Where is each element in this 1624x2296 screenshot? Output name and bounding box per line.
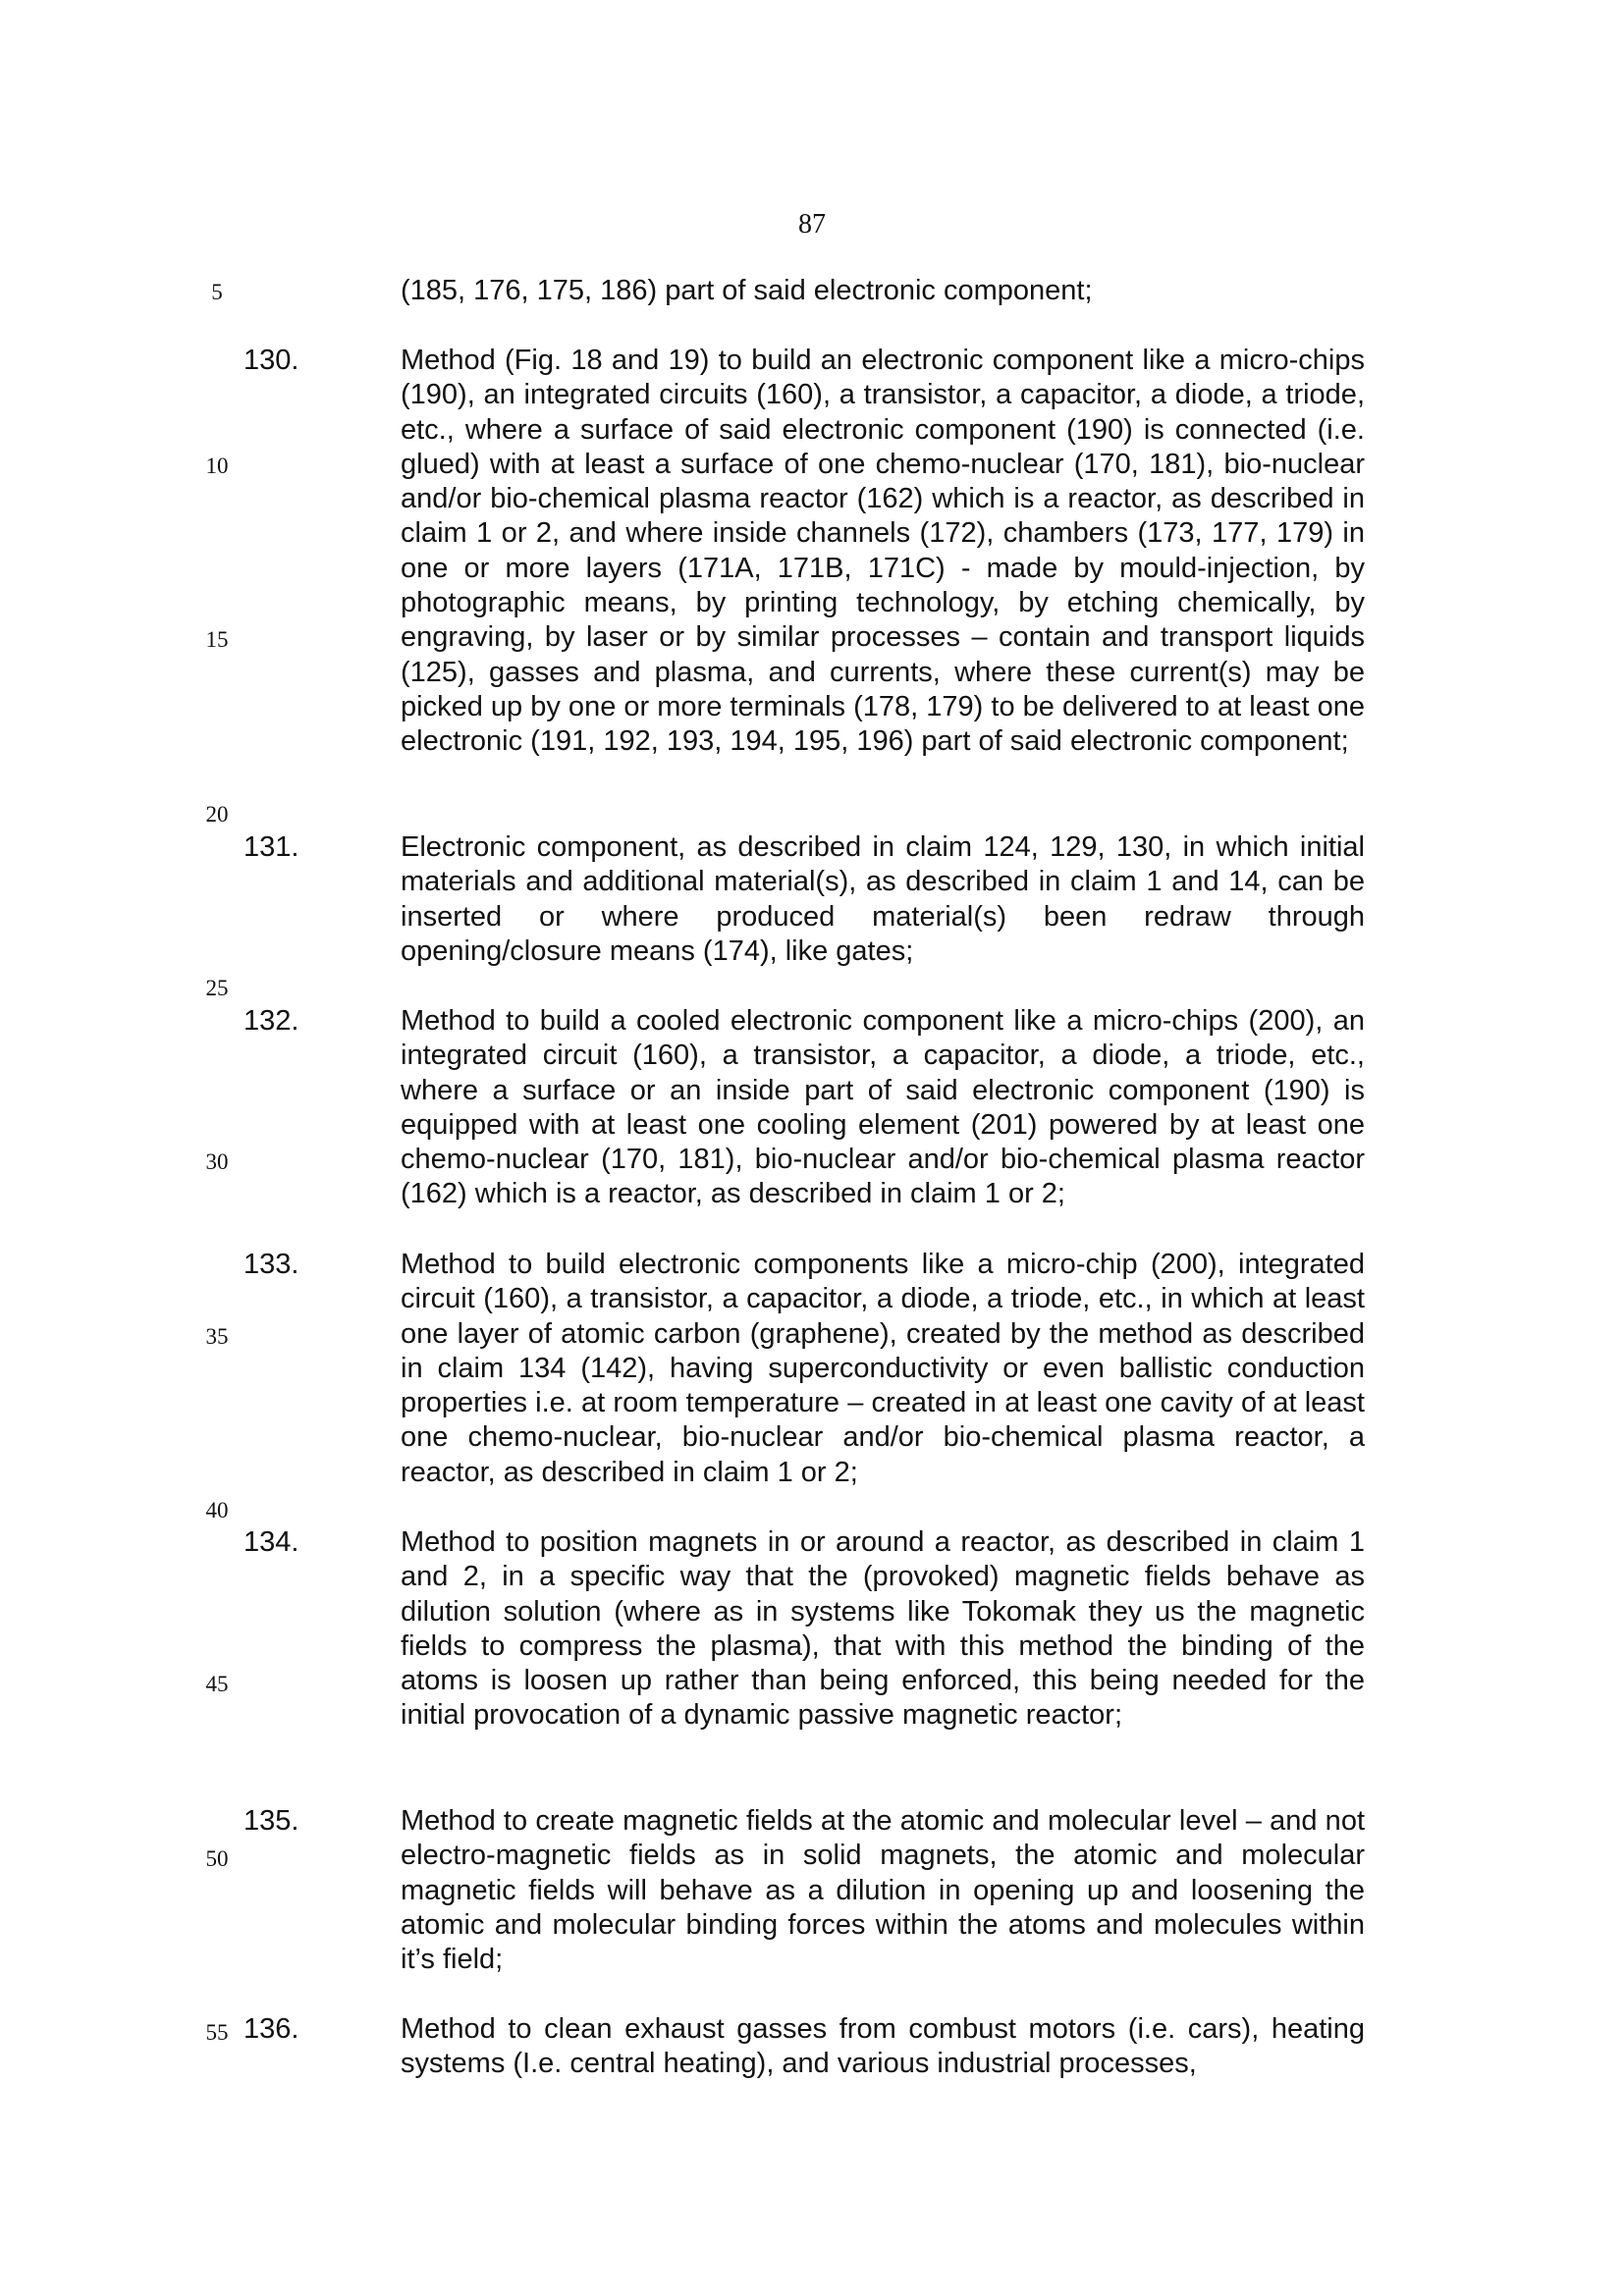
- claim-number: 136.: [244, 2013, 299, 2045]
- claim-130: [244, 344, 1365, 760]
- claim-number: 130.: [244, 345, 299, 376]
- claim-text: Method to position magnets in or around a reactor, as described in claim 1 and 2, in a specific way that the (provoked) magnetic fields behave as dilution solution (where as in systems like Tokomak they us the magnetic fields to compress the plasma), that with this method the binding of the atoms is loosen up rather than being enforced, this being needed for the initial provocation of a dynamic passive magnetic reactor;: [401, 1526, 1365, 1732]
- claim-133: [244, 1248, 1365, 1490]
- line-number-25: 25: [205, 976, 229, 1000]
- page-number: 87: [798, 209, 826, 240]
- line-number-20: 20: [205, 802, 229, 827]
- line-number-30: 30: [205, 1149, 229, 1174]
- line-number-55: 55: [205, 2020, 229, 2045]
- claim-number: 131.: [244, 831, 299, 863]
- line-number-40: 40: [205, 1498, 229, 1522]
- claim-number: 132.: [244, 1005, 299, 1037]
- claim-135: [244, 1804, 1365, 1977]
- claim-text: Method (Fig. 18 and 19) to build an electronic component like a micro-chips (190), an integrated circuits (160), a transistor, a capacitor, a diode, a triode, etc., where a surface of said electronic component (190) is connected (i.e. glued) with at least a surface of one chemo-nuclear (170, 181), bio-nuclear and/or bio-chemical plasma reactor (162) which is a reactor, as described in claim 1 or 2, and where inside channels (172), chambers (173, 177, 179) in one or more layers (171A, 171B, 171C) - made by mould-injection, by photographic means, by printing technology, by etching chemically, by engraving, by laser or by similar processes – contain and transport liquids (125), gasses and plasma, and currents, where these current(s) may be picked up by one or more terminals (178, 179) to be delivered to at least one electronic (191, 192, 193, 194, 195, 196) part of said electronic component;: [401, 345, 1365, 758]
- claim-132: [244, 1004, 1365, 1212]
- claim-136: [244, 2012, 1365, 2082]
- line-number-50: 50: [205, 1846, 229, 1871]
- claim-text: Method to build a cooled electronic component like a micro-chips (200), an integrated circuit (160), a transistor, a capacitor, a diode, a triode, etc., where a surface or an inside part of said electronic component (190) is equipped with at least one cooling element (201) powered by at least one chemo-nuclear (170, 181), bio-nuclear and/or bio-chemical plasma reactor (162) which is a reactor, as described in claim 1 or 2;: [401, 1005, 1365, 1210]
- claim-text: Electronic component, as described in claim 124, 129, 130, in which initial materials and additional material(s), as described in claim 1 and 14, can be inserted or where produced material(s) been redraw through opening/closure means (174), like gates;: [401, 831, 1365, 967]
- line-number-45: 45: [205, 1672, 229, 1696]
- line-number-35: 35: [205, 1324, 229, 1349]
- claim-continuation-text: (185, 176, 175, 186) part of said electronic component;: [401, 275, 1093, 306]
- claim-text: Method to create magnetic fields at the atomic and molecular level – and not electro-magnetic fields as in solid magnets, the atomic and molecular magnetic fields will behave as a dilution in opening up and loosening the atomic and molecular binding forces within the atoms and molecules within it’s field;: [401, 1805, 1365, 1976]
- claim-continuation: [322, 274, 1365, 308]
- line-number-5: 5: [211, 280, 223, 304]
- claim-134: [244, 1525, 1365, 1734]
- claim-number: 134.: [244, 1526, 299, 1558]
- claim-text: Method to build electronic components like a micro-chip (200), integrated circuit (160), a transistor, a capacitor, a diode, a triode, etc., in which at least one layer of atomic carbon (graphene), created by the method as described in claim 134 (142), having superconductivity or even ballistic conduction properties i.e. at room temperature – created in at least one cavity of at least one chemo-nuclear, bio-nuclear and/or bio-chemical plasma reactor, a reactor, as described in claim 1 or 2;: [401, 1249, 1365, 1488]
- claim-text: Method to clean exhaust gasses from combust motors (i.e. cars), heating systems (I.e. central heating), and various industrial processes,: [401, 2013, 1365, 2080]
- claim-131: [244, 830, 1365, 969]
- line-number-15: 15: [205, 627, 229, 652]
- claim-number: 135.: [244, 1805, 299, 1837]
- line-number-10: 10: [205, 454, 229, 478]
- claim-number: 133.: [244, 1249, 299, 1280]
